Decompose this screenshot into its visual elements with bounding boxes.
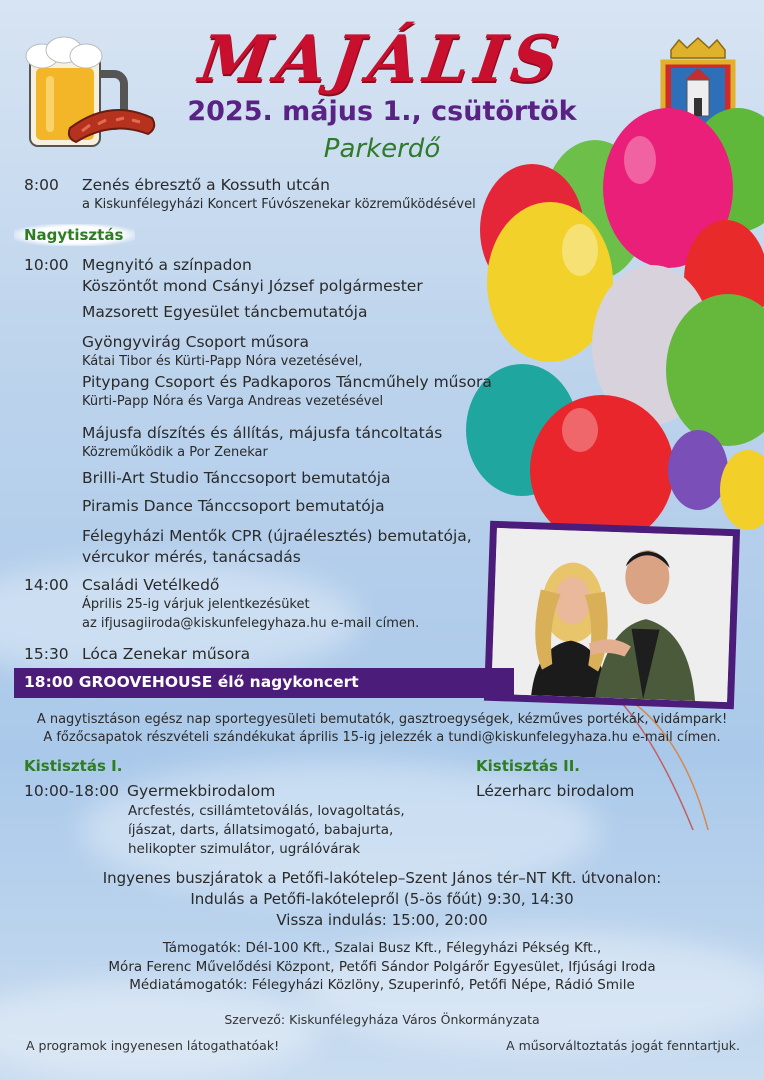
kistisztas-1-title: Gyermekbirodalom: [127, 782, 276, 800]
kistisztas-1-line: Arcfestés, csillámtetoválás, lovagoltatás,: [128, 803, 405, 819]
page-title: MAJÁLIS: [194, 22, 570, 97]
program-opening: Megnyitó a színpadon: [82, 256, 252, 274]
section-label-kistisztas-2: Kistisztás II.: [476, 757, 580, 775]
bus-line-2: Indulás a Petőfi-lakótelepről (5-ös főút) 9:30, 14:30: [190, 890, 574, 908]
program-piramis: Piramis Dance Tánccsoport bemutatója: [82, 497, 385, 515]
morning-subtitle: a Kiskunfélegyházi Koncert Fúvószenekar közreműködésével: [82, 197, 476, 212]
event-venue: Parkerdő: [323, 134, 441, 164]
info-line-2: A főzőcsapatok részvételi szándékukat április 15-ig jelezzék a tundi@kiskunfelegyhaza.hu e-mail címen.: [43, 730, 721, 745]
section-label-nagytisztas: Nagytisztás: [14, 224, 135, 246]
program-majusfa-sub: Közreműködik a Por Zenekar: [82, 445, 268, 460]
program-csaladi: Családi Vetélkedő: [82, 576, 220, 594]
program-mentok: Félegyházi Mentők CPR (újraélesztés) bemutatója,: [82, 527, 472, 545]
kistisztas-1-line: helikopter szimulátor, ugrálóvárak: [128, 841, 361, 857]
program-csaladi-sub1: Április 25-ig várjuk jelentkezésüket: [82, 597, 310, 612]
program-majorette: Mazsorett Egyesület táncbemutatója: [82, 303, 368, 321]
program-gyongyvirag-sub: Kátai Tibor és Kürti-Papp Nóra vezetésével,: [82, 354, 363, 369]
sponsors-line-3: Médiatámogatók: Félegyházi Közlöny, Szuperinfó, Petőfi Népe, Rádió Smile: [129, 977, 635, 993]
program-loca: Lóca Zenekar műsora: [82, 645, 251, 663]
kistisztas-1-time: 10:00-18:00: [24, 782, 119, 800]
program-pitypang: Pitypang Csoport és Padkaporos Táncműhely műsora: [82, 373, 492, 391]
bus-line-1: Ingyenes buszjáratok a Petőfi-lakótelep–Szent János tér–NT Kft. útvonalon:: [102, 869, 662, 887]
morning-title: Zenés ébresztő a Kossuth utcán: [82, 176, 331, 194]
program-greeting: Köszöntőt mond Csányi József polgármester: [82, 277, 423, 295]
program-csaladi-sub2: az ifjusagiiroda@kiskunfelegyhaza.hu e-mail címen.: [82, 616, 420, 631]
time-1530: 15:30: [24, 645, 69, 663]
program-pitypang-sub: Kürti-Papp Nóra és Varga Andreas vezetésével: [82, 394, 384, 409]
program-majusfa: Májusfa díszítés és állítás, májusfa táncoltatás: [82, 424, 443, 442]
organizer: Szervező: Kiskunfélegyháza Város Önkormányzata: [224, 1012, 540, 1027]
time-1000: 10:00: [24, 256, 69, 274]
time-1400: 14:00: [24, 576, 69, 594]
section-label-kistisztas-1: Kistisztás I.: [24, 757, 123, 775]
time-0800: 8:00: [24, 176, 59, 194]
footer-right: A műsorváltoztatás jogát fenntartjuk.: [506, 1038, 740, 1053]
sponsors-line-2: Móra Ferenc Művelődési Központ, Petőfi Sándor Polgárőr Egyesület, Ifjúsági Iroda: [108, 959, 656, 975]
program-mentok-2: vércukor mérés, tanácsadás: [82, 548, 301, 566]
performers-photo: [491, 528, 733, 702]
kistisztas-2-title: Lézerharc birodalom: [476, 782, 635, 800]
info-line-1: A nagytisztáson egész nap sportegyesületi bemutatók, gasztroegységek, kézműves portékák, vidámpark!: [36, 712, 728, 727]
sponsors-line-1: Támogatók: Dél-100 Kft., Szalai Busz Kft., Félegyházi Pékség Kft.,: [162, 940, 602, 956]
bus-line-3: Vissza indulás: 15:00, 20:00: [276, 911, 488, 929]
program-gyongyvirag: Gyöngyvirág Csoport műsora: [82, 333, 310, 351]
event-date: 2025. május 1., csütörtök: [187, 96, 577, 127]
kistisztas-1-line: íjászat, darts, állatsimogató, babajurta,: [128, 822, 394, 838]
headliner-text: 18:00 GROOVEHOUSE élő nagykoncert: [24, 673, 359, 691]
footer-left: A programok ingyenesen látogathatóak!: [26, 1038, 280, 1053]
program-brilli: Brilli-Art Studio Tánccsoport bemutatója: [82, 469, 391, 487]
